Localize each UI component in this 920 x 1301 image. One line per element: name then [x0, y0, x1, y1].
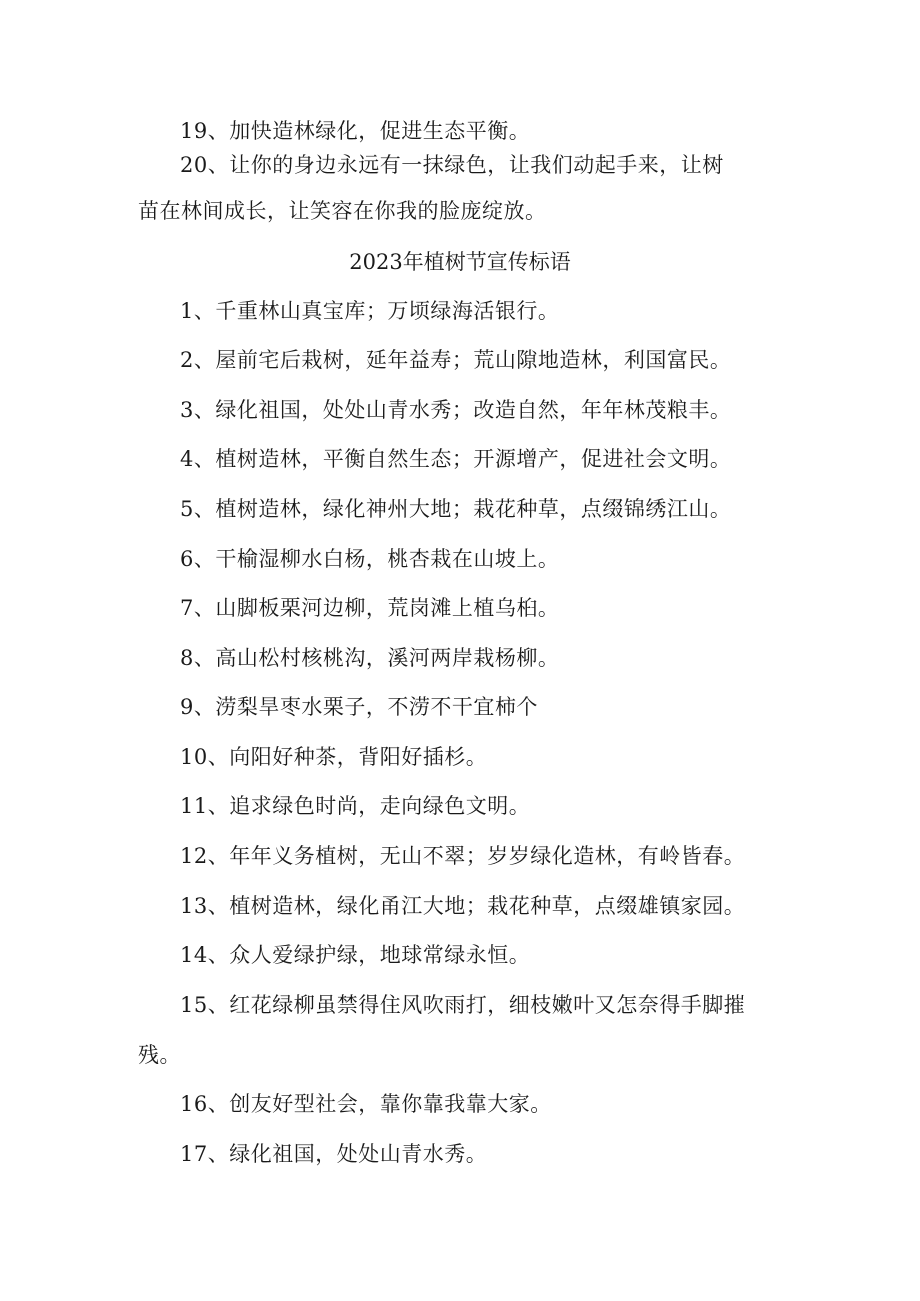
slogan-item-4: 4、植树造林，平衡自然生态；开源增产，促进社会文明。: [180, 447, 732, 471]
slogan-item-16: 16、创友好型社会，靠你靠我靠大家。: [180, 1092, 552, 1116]
slogan-item-3: 3、绿化祖国，处处山青水秀；改造自然，年年林茂粮丰。: [180, 398, 732, 422]
slogan-item-14: 14、众人爱绿护绿，地球常绿永恒。: [180, 943, 531, 967]
slogan-item-6: 6、干榆湿柳水白杨，桃杏栽在山坡上。: [180, 547, 560, 571]
slogan-item-12: 12、年年义务植树，无山不翠；岁岁绿化造林，有岭皆春。: [180, 844, 746, 868]
slogan-item-9: 9、涝梨旱枣水栗子，不涝不干宜柿个: [180, 695, 538, 719]
section-title: 2023年植树节宣传标语: [349, 250, 571, 274]
slogan-item-1: 1、千重林山真宝库；万顷绿海活银行。: [180, 299, 560, 323]
slogan-item-2: 2、屋前宅后栽树，延年益寿；荒山隙地造林，利国富民。: [180, 348, 732, 372]
paragraph-item-19: 19、加快造林绿化，促进生态平衡。: [180, 119, 531, 143]
slogan-item-5: 5、植树造林，绿化神州大地；栽花种草，点缀锦绣江山。: [180, 497, 732, 521]
slogan-item-13: 13、植树造林，绿化甬江大地；栽花种草，点缀雄镇家园。: [180, 894, 746, 918]
slogan-item-10: 10、向阳好种茶，背阳好插杉。: [180, 745, 488, 769]
paragraph-item-20: 20、让你的身边永远有一抹绿色，让我们动起手来，让树: [180, 153, 724, 177]
slogan-item-8: 8、高山松村核桃沟，溪河两岸栽杨柳。: [180, 646, 560, 670]
slogan-item-11: 11、追求绿色时尚，走向绿色文明。: [180, 794, 531, 818]
slogan-item-15: 15、红花绿柳虽禁得住风吹雨打，细枝嫩叶又怎奈得手脚摧: [180, 993, 746, 1017]
slogan-item-7: 7、山脚板栗河边柳，荒岗滩上植乌桕。: [180, 596, 560, 620]
paragraph-item-20-continued: 苗在林间成长，让笑容在你我的脸庞绽放。: [138, 199, 547, 223]
slogan-item-15-continued: 残。: [138, 1043, 181, 1067]
slogan-item-17: 17、绿化祖国，处处山青水秀。: [180, 1142, 488, 1166]
